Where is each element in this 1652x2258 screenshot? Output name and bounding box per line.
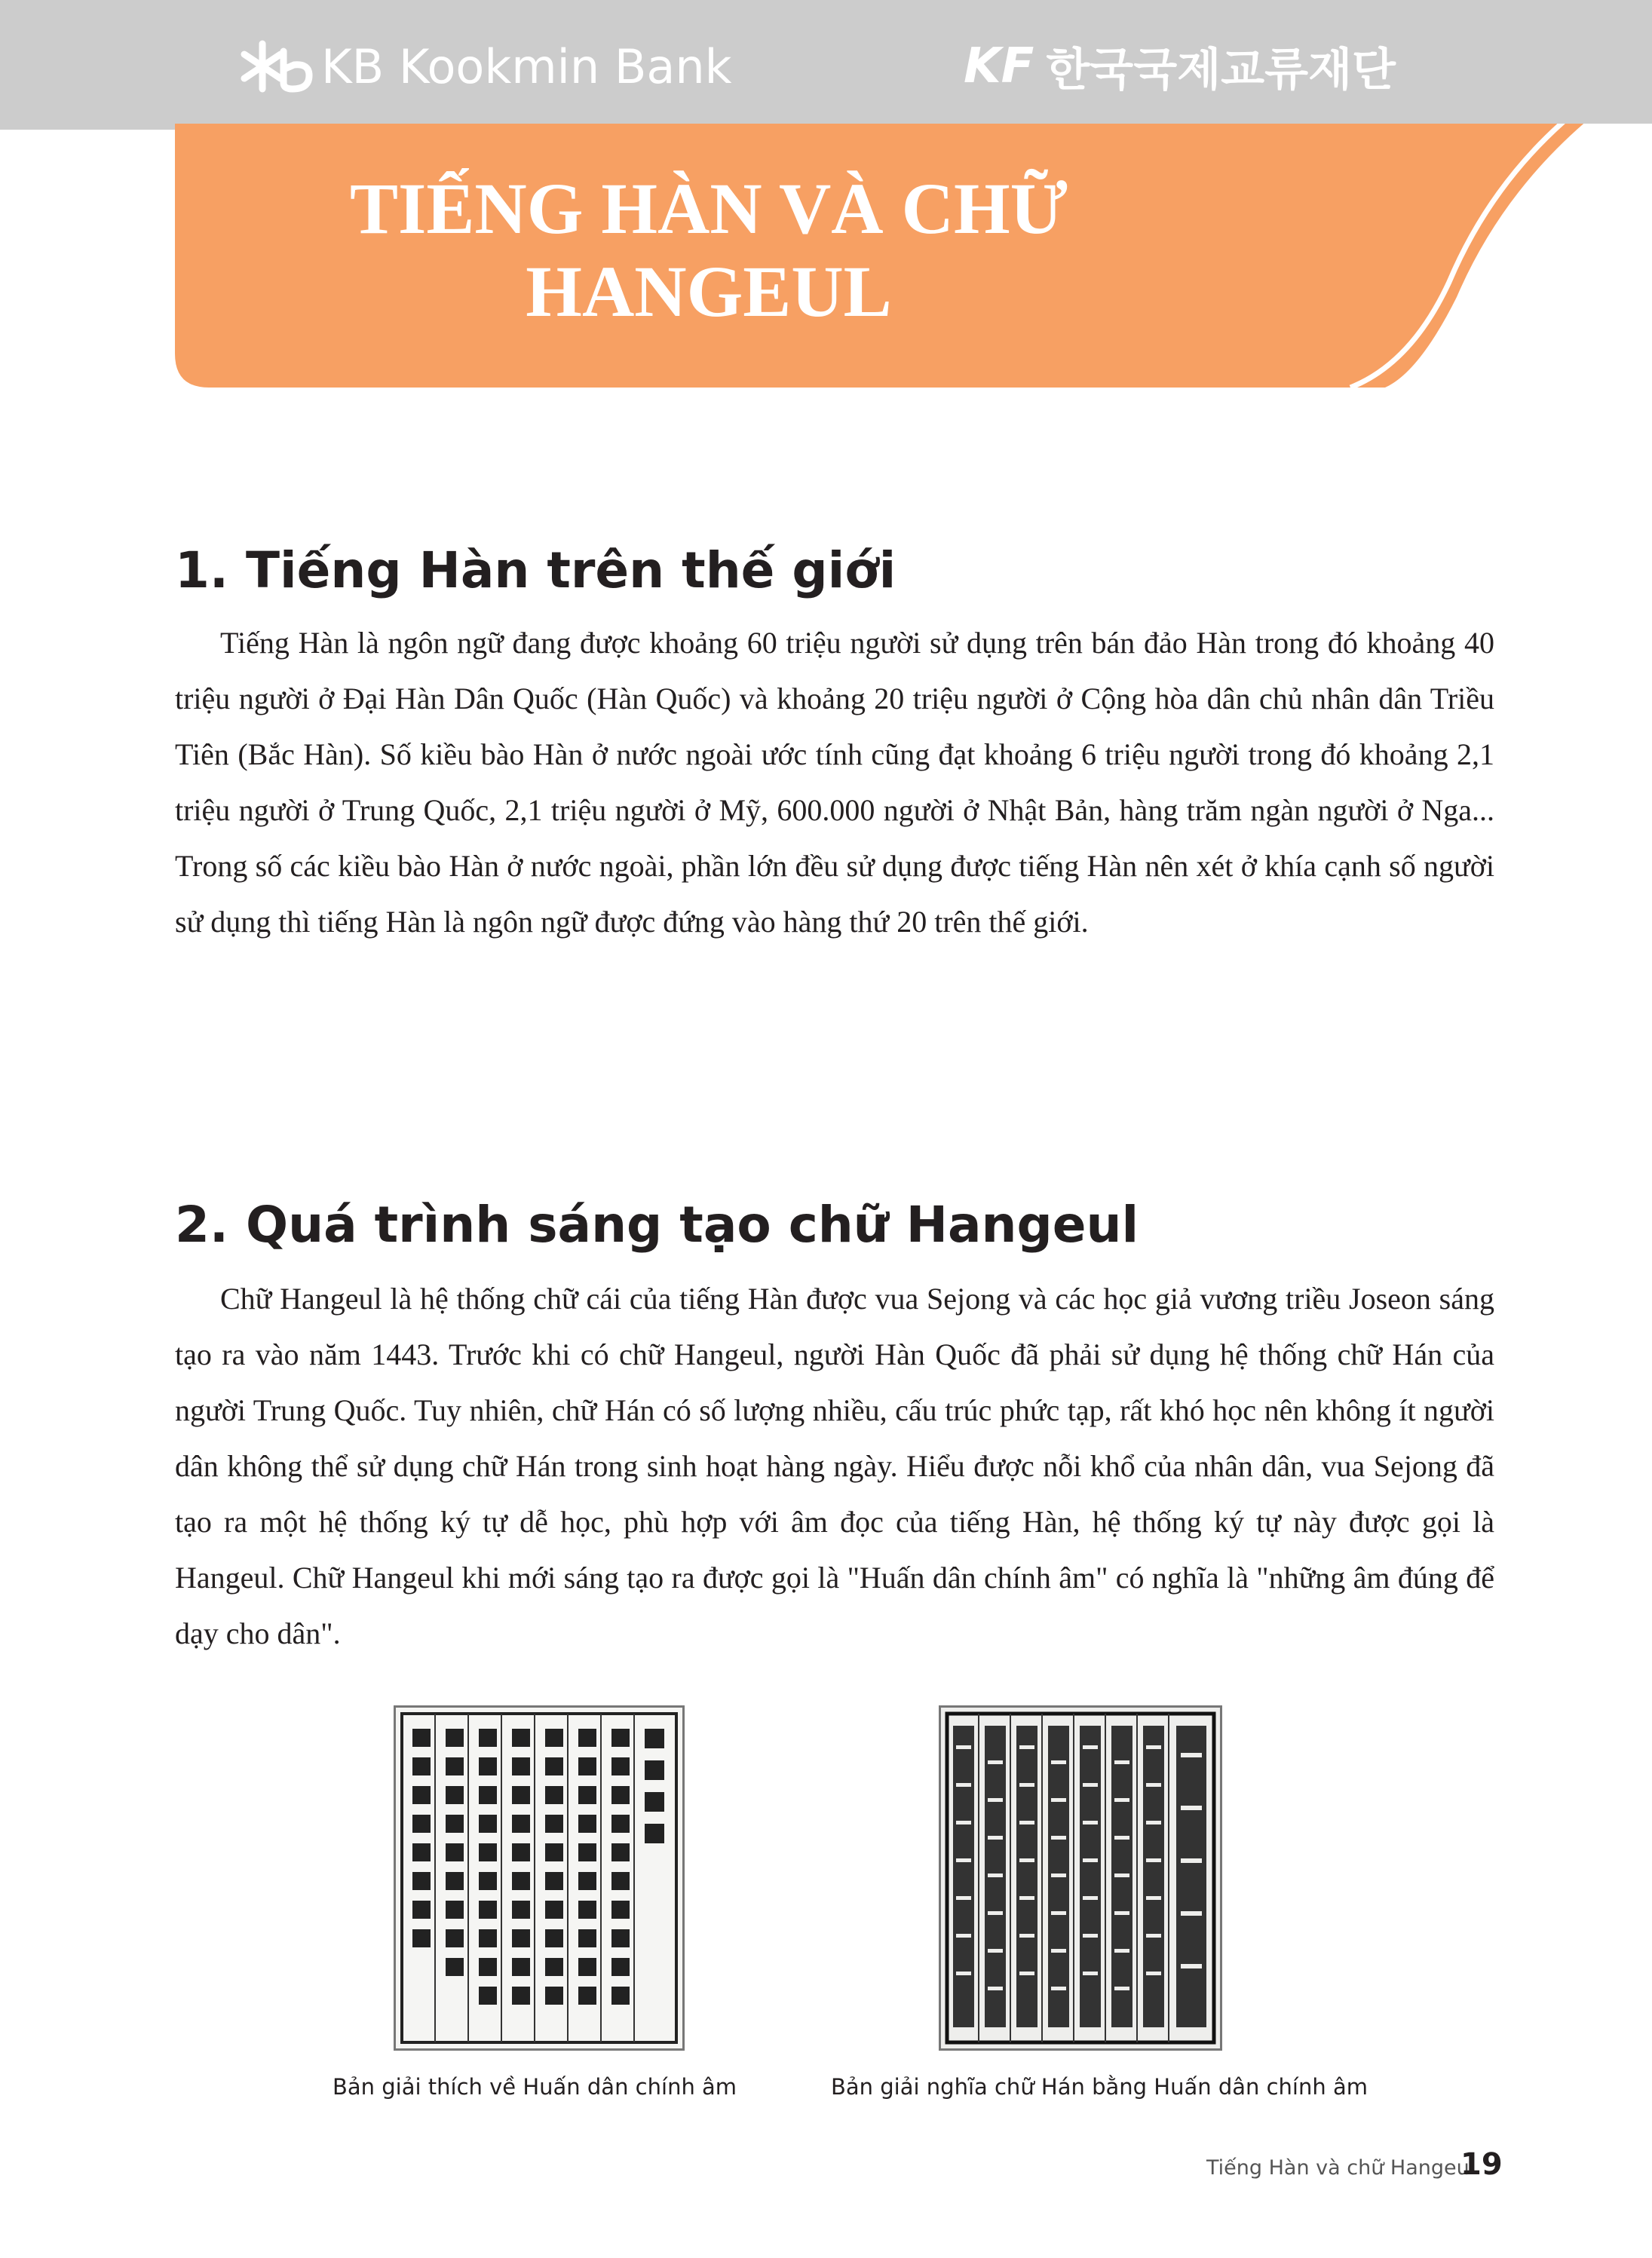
section1-heading: 1. Tiếng Hàn trên thế giới bbox=[175, 541, 896, 599]
page-number: 19 bbox=[1460, 2147, 1503, 2182]
section2-heading: 2. Quá trình sáng tạo chữ Hangeul bbox=[175, 1196, 1139, 1254]
section2-paragraph bbox=[175, 1271, 1494, 1662]
chapter-title bbox=[226, 167, 1191, 333]
left-figure-caption: Bản giải thích về Huấn dân chính âm bbox=[333, 2074, 737, 2100]
kb-kookmin-logo bbox=[240, 36, 732, 97]
section2-text: Chữ Hangeul là hệ thống chữ cái của tiếng Hàn được vua Sejong và các học giả vương triều Joseon sáng tạo ra vào năm 1443. Trước khi có chữ Hangeul, người Hàn Quốc đã phải sử dụng hệ thống chữ Hán của người Trung Quốc. Tuy nhiên, chữ Hán có số lượng nhiều, cấu trúc phức tạp, rất khó học nên không ít người dân không thể sử dụng chữ Hán trong sinh hoạt hàng ngày. Hiểu được nỗi khổ của nhân dân, vua Sejong đã tạo ra một hệ thống ký tự dễ học, phù hợp với âm đọc của tiếng Hàn, hệ thống ký tự này được gọi là Hangeul. Chữ Hangeul khi mới sáng tạo ra được gọi là "Huấn dân chính âm" có nghĩa là "những âm đúng để dạy cho dân". bbox=[175, 1282, 1494, 1650]
section1-text: Tiếng Hàn là ngôn ngữ đang được khoảng 60 triệu người sử dụng trên bán đảo Hàn trong đó khoảng 40 triệu người ở Đại Hàn Dân Quốc (Hàn Quốc) và khoảng 20 triệu người ở Cộng hòa dân chủ nhân dân Triều Tiên (Bắc Hàn). Số kiều bào Hàn ở nước ngoài ước tính cũng đạt khoảng 6 triệu người trong đó khoảng 2,1 triệu người ở Trung Quốc, 2,1 triệu người ở Mỹ, 600.000 người ở Nhật Bản, hàng trăm ngàn người ở Nga... Trong số các kiều bào Hàn ở nước ngoài, phần lớn đều sử dụng được tiếng Hàn nên xét ở khía cạnh số người sử dụng thì tiếng Hàn là ngôn ngữ được đứng vào hàng thứ 20 trên thế giới. bbox=[175, 626, 1494, 939]
kb-logo-text: KB Kookmin Bank bbox=[321, 38, 732, 94]
kb-star-icon bbox=[240, 36, 315, 97]
running-title: Tiếng Hàn và chữ Hangeul bbox=[1206, 2156, 1476, 2180]
section1-paragraph bbox=[175, 615, 1494, 950]
chapter-title-line1: TIẾNG HÀN VÀ CHỮ bbox=[349, 168, 1068, 249]
chapter-title-line2: HANGEUL bbox=[526, 251, 892, 332]
kf-foundation-text: 한국국제교류재단 bbox=[1046, 44, 1396, 97]
kf-logo bbox=[964, 36, 1396, 97]
hunminjeongeum-explanation-image bbox=[394, 1705, 685, 2051]
right-figure-caption: Bản giải nghĩa chữ Hán bằng Huấn dân chính âm bbox=[831, 2074, 1368, 2100]
hanja-gloss-image bbox=[939, 1705, 1222, 2051]
kf-mark: KF bbox=[964, 38, 1034, 94]
